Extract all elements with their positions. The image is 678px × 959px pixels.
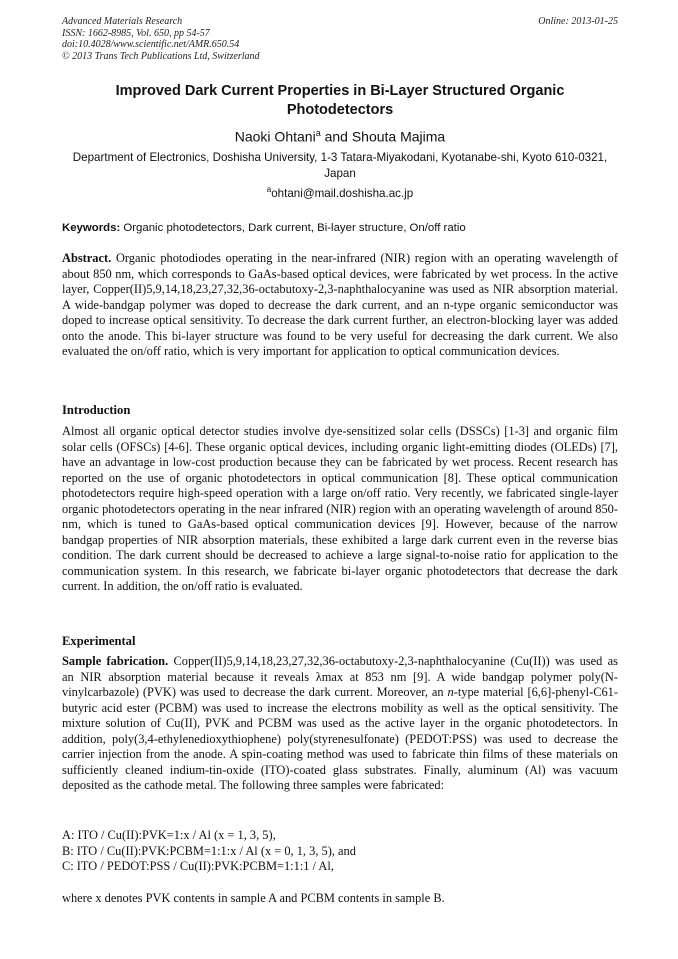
online-date: Online: 2013-01-25: [538, 16, 618, 27]
experimental-text-part2: -type material [6,6]-phenyl-C61-butyric acid ester (PCBM) was used to increase the electrons mobility as well as the optical sensitivity. The mixture solution of Cu(II), PVK and PCBM was used as the active layer in the organic photodetectors. In addition, poly(3,4-ethylenedioxythiophene) poly(styrenesulfonate) (PEDOT:PSS) was used to decrease the carrier injection from the anode. A spin-coating method was used to fabricate thin films of these materials on sufficiently cleaned indium-tin-oxide (ITO)-coated glass substrates. Finally, aluminum (Al) was vacuum deposited as the cathode metal. The following three samples were fabricated:: [62, 685, 618, 792]
abstract-label: Abstract.: [62, 251, 112, 265]
sample-list: [62, 828, 618, 875]
experimental-text: [62, 654, 618, 794]
journal-name: Advanced Materials Research: [62, 16, 183, 27]
experimental-text-part1: Copper(II)5,9,14,18,23,27,32,36-octabutoxy-2,3-naphthalocyanine (Cu(II)) was used as an NIR absorption material because it reveals λmax at 853 nm [9]. A wide bandgap polymer poly(N-vinylcarbazole) (PVK) was used to decrease the dark current. Moreover, an: [62, 654, 618, 699]
email-sup: a: [266, 185, 272, 194]
author-first-sup: a: [315, 128, 321, 138]
header-left: [62, 16, 260, 62]
sample-b: B: ITO / Cu(II):PVK:PCBM=1:1:x / Al (x = 0, 1, 3, 5), and: [62, 843, 356, 858]
copyright-line: © 2013 Trans Tech Publications Ltd, Switzerland: [62, 50, 260, 62]
keywords: [62, 221, 618, 236]
introduction-heading: Introduction: [62, 403, 131, 417]
keywords-text: Organic photodetectors, Dark current, Bi-layer structure, On/off ratio: [120, 222, 466, 234]
sample-a: A: ITO / Cu(II):PVK=1:x / Al (x = 1, 3, 5),: [62, 828, 276, 842]
introduction-text: Almost all organic optical detector studies involve dye-sensitized solar cells (DSSCs) [1-3] and organic film solar cells (OFSCs) [4-6]. These organic optical devices, including organic light-emitting diodes (OLEDs) [7], have an advantage in low-cost production because they can be fabricated by wet process. Recent research has reported on the use of organic photodetectors in optical communication [8]. These optical communication photodetectors require high-speed operation with a large on/off ratio. Very recently, we fabricated single-layer organic photodetectors operating in the near infrared (NIR) region with an operating wavelength of around 850-nm, which is tuned to GaAs-based optical communication devices [9]. However, because of the narrow bandgap properties of NIR absorption materials, these exhibited a large dark current even in the reverse bias condition. The dark current should be decreased to achieve a large signal-to-noise ratio for application to the communication system. In this research, we fabricate bi-layer organic photodetectors that decrease the dark current. In addition, the on/off ratio is evaluated.: [62, 424, 618, 593]
affiliation: Department of Electronics, Doshisha University, 1-3 Tatara-Miyakodani, Kyotanabe-shi, Kyoto 610-0321, Japan: [72, 151, 608, 180]
sample-fabrication-label: Sample fabrication.: [62, 654, 169, 668]
closing-sentence: where x denotes PVK contents in sample A and PCBM contents in sample B.: [62, 891, 445, 905]
abstract-text: Organic photodiodes operating in the near-infrared (NIR) region with an operating wavelength of about 850 nm, which corresponds to GaAs-based optical devices, were fabricated by wet process. In the active layer, Copper(II)5,9,14,18,23,27,32,36-octabutoxy-2,3-naphthalocyanine was used as NIR absorption material. A wide-bandgap polymer was doped to decrease the dark current, and an n-type organic semiconductor was doped to increase optical sensitivity. To decrease the dark current further, an electron-blocking layer was added onto the anode. This bi-layer structure was found to be very useful for decreasing the dark current. We also evaluated the on/off ratio, which is very important for application to optical communication devices.: [62, 251, 618, 358]
experimental-heading: Experimental: [62, 634, 136, 648]
issn-line: ISSN: 1662-8985, Vol. 650, pp 54-57: [62, 27, 210, 39]
doi-line: doi:10.4028/www.scientific.net/AMR.650.54: [62, 39, 240, 50]
abstract: [62, 251, 618, 360]
paper-title: Improved Dark Current Properties in Bi-Layer Structured Organic Photodetectors: [115, 83, 565, 118]
author-line: [62, 124, 618, 146]
author-email: [62, 182, 618, 201]
keywords-label: Keywords:: [62, 222, 121, 234]
email-address: ohtani@mail.doshisha.ac.jp: [271, 186, 414, 200]
sample-c: C: ITO / PEDOT:PSS / Cu(II):PVK:PCBM=1:1:1 / Al,: [62, 859, 334, 873]
author-rest: and Shouta Majima: [320, 128, 446, 145]
author-first: Naoki Ohtani: [234, 128, 316, 145]
experimental-italic-n: n: [447, 685, 454, 699]
